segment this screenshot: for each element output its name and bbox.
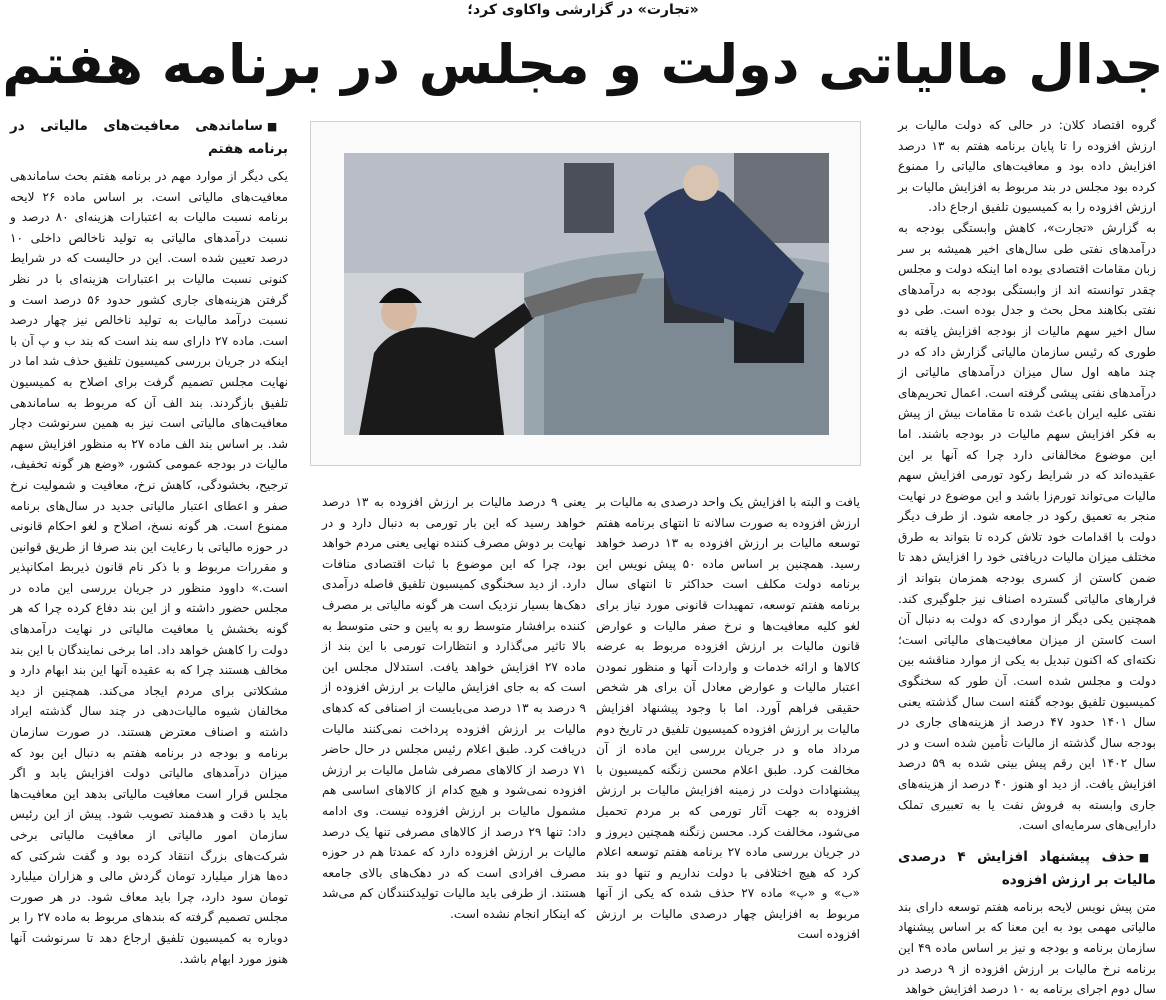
column-left bbox=[10, 115, 289, 966]
column-right bbox=[898, 115, 1157, 997]
paragraph: یافت و البته با افزایش یک واحد درصدی به مالیات بر ارزش افزوده به صورت سالانه تا انتهای برنامه هفتم توسعه مالیات بر ارزش افزوده به ۱۳ درصد خواهد رسید. همچنین بر اساس ماده ۵۰ پیش نویس این برنامه دولت مکلف است حداکثر تا انتهای سال برنامه هفتم توسعه، تمهیدات قانونی مورد نیاز برای لغو کلیه معافیت‌ها و نرخ صفر مالیات و عوارض قانون مالیات بر ارزش افزوده مربوط به عرضه کالاها و ارائه خدمات و واردات آنها و منظور نمودن اعتبار مالیات و عوارض معادل آن برای هر شخص حقیقی فراهم آورد. اما با وجود پیشنهاد افزایش مالیات بر ارزش افزوده کمیسیون تلفیق در تاریخ دوم مرداد ماه و در جریان بررسی این ماده از آن مخالفت کرد. طبق اعلام محسن زنگنه کمیسیون با پیشنهادات دولت در زمینه افزایش مالیات بر ارزش افزوده به جهت آثار تورمی که بر مردم تحمیل می‌شود، مخالفت کرد. محسن زنگنه همچنین دیروز و در جریان بررسی ماده ۲۷ برنامه هفتم توسعه اعلام کرد که هیچ اختلافی با دولت نداریم و تنها دو بند «ب» و «پ» ماده ۲۷ حذف شده که یکی از آنها مربوط به افزایش چهار درصدی مالیات بر ارزش افزوده است bbox=[596, 495, 861, 942]
paragraph: یکی دیگر از موارد مهم در برنامه هفتم بحث ساماندهی معافیت‌های مالیاتی است. بر اساس ماده ۲۶ لایحه برنامه نسبت مالیات به اعتبارات هزینه‌ای ۸۰ درصد و نسبت درآمدهای مالیاتی به تولید ناخالص داخلی ۱۰ درصد تعیین شده است. این در حالیست که در شرایط کنونی نسبت مالیات بر اعتبارات هزینه‌ای با در نظر گرفتن هزینه‌های جاری کشور حدود ۵۶ درصد است و نسبت درآمد مالیات به تولید ناخالص نیز چهار درصد است. ماده ۲۷ دارای سه بند است که بند ب و پ آن با اینکه در جریان بررسی کمیسیون تلفیق حذف شد اما در نهایت مجلس تصمیم گرفت برای اصلاح به کمیسیون تلفیق بازگردند. بند الف آن که مربوط به ساماندهی معافیت‌های مالیاتی است نیز به همین سرنوشت دچار شد. بر اساس بند الف ماده ۲۷ به منظور افزایش سهم مالیات در بودجه عمومی کشور، «وضع هر گونه تخفیف، ترجیح، بخشودگی، کاهش نرخ، معافیت و شمولیت نرخ صفر و اعطای اعتبار مالیاتی جدید در سال‌های برنامه ممنوع است. هر گونه نسخ، اصلاح و لغو احکام قانونی در حوزه مالیاتی با رعایت این بند صرفا از طریق قوانین و مقررات مربوط و با ذکر نام قانون ذیربط امکانپذیر است.» داوود منظور در جریان بررسی این ماده در مجلس حضور داشته و از این بند دفاع کرده چرا که هر گونه بخشش یا معافیت مالیاتی در نهایت درآمدهای دولت را کاهش خواهد داد. اما برخی نمایندگان با این بند مخالف هستند چرا که به عقیده آنها این بند ابهام دارد و مشکلاتی برای مردم ایجاد می‌کند. همچنین از دید مخالفان شیوه مالیات‌دهی در چند سال گذشته ایراد داشته و اصناف معترض هستند. در صورت سازمان برنامه و بودجه در برنامه هفتم به دنبال این بود که میزان درآمدهای مالیاتی دولت افزایش یابد و اگر مجلس قرار است معافیت مالیاتی بدهد این معافیت‌ها باید با دقت و هدفمند تصویب شود. پیش از این رئیس سازمان امور مالیاتی از معافیت مالیاتی برخی شرکت‌های بزرگ انتقاد کرده بود و گفت شرکتی که ده‌ها هزار میلیارد تومان گردش مالی و هزاران میلیارد تومان سود دارد، چرا باید معاف شود. در هر صورت مجلس تصمیم گرفته که بندهای مربوط به ماده ۲۷ را بر دوباره به کمیسیون تلفیق ارجاع دهد تا سرنوشت آنها هنوز مورد ابهام باشد. bbox=[10, 169, 289, 966]
news-photo bbox=[344, 153, 829, 435]
column-mid-right bbox=[596, 492, 861, 942]
subheading-text: حذف پیشنهاد افزایش ۴ درصدی مالیات بر ارزش افزوده bbox=[898, 848, 1156, 888]
paragraph: گروه اقتصاد کلان: در حالی که دولت مالیات بر ارزش افزوده را تا پایان برنامه هفتم به ۱۳ درصد افزایش داده بود و معافیت‌های مالیاتی را ممنوع کرده بود مجلس در بند مربوط به افزایش مالیات بر ارزش افزوده را به کمیسیون تلفیق ارجاع داد. bbox=[898, 118, 1157, 215]
subheading bbox=[898, 846, 1156, 891]
paragraph: یعنی ۹ درصد مالیات بر ارزش افزوده به ۱۳ درصد خواهد رسید که این بار تورمی به دنبال دارد و در نهایت بر دوش مصرف کننده نهایی یعنی مردم خواهد بود، چرا که این موضوع با ثبات اقتصادی منافات دارد. از دید سخنگوی کمیسیون تلفیق فاصله درآمدی دهک‌ها بسیار نزدیک است هر گونه مالیاتی بر مصرف کننده برافشار متوسط رو به پایین و حتی متوسط به بالا تاثیر می‌گذارد و انتظارات تورمی با این بند از ماده ۲۷ افزایش خواهد یافت. استدلال مجلس این است که به جای افزایش مالیات بر ارزش افزوده از ۹ درصد به ۱۳ درصد می‌بایست از اصنافی که کدهای مالیات بر ارزش افزوده پرداخت نمی‌کنند مالیات دریافت کرد. طبق اعلام رئیس مجلس در حال حاضر ۷۱ درصد از کالاهای مصرفی شامل مالیات بر ارزش افزوده نمی‌شود و هیچ کدام از کالاهای اساسی هم مشمول مالیات بر ارزش افزوده نیست. وی ادامه داد: تنها ۲۹ درصد از کالاهای مصرفی تنها یک درصد مالیات بر ارزش افزوده دارد که عمدتا هم در حوزه مصرف افرادی است که در دهک‌های بالای جامعه هستند. از طرفی باید مالیات تولیدکنندگان کم می‌شد که اینکار انجام نشده است. bbox=[322, 495, 587, 921]
subheading-text: ساماندهی معافیت‌های مالیاتی در برنامه هفتم bbox=[10, 118, 288, 157]
photo-illustration bbox=[344, 153, 829, 435]
kicker: «تجارت» در گزارشی واکاوی کرد؛ bbox=[467, 2, 699, 18]
subheading bbox=[10, 115, 288, 160]
square-bullet-icon: ■ bbox=[1138, 850, 1156, 864]
column-mid-left bbox=[322, 492, 587, 921]
paragraph: به گزارش «تجارت»، کاهش وابستگی بودجه به درآمدهای نفتی طی سال‌های اخیر همیشه بر سر زبان مقامات اقتصادی بوده اما اینکه دولت و مجلس چقدر توانسته اند از وابستگی بودجه به درآمدهای نفتی بکاهند محل بحث و جدل بوده است. طی دو سال اخیر سهم مالیات از بودجه افزایش یافته به طوری که رئیس سازمان مالیاتی گزارش داد که در چند ماهه اول سال میزان درآمدهای مالیاتی از درآمدهای نفتی پیشی گرفته است. اعمال تحریم‌های نفتی علیه ایران باعث شده تا مقامات بیش از پیش به فکر افزایش سهم مالیات در بودجه باشند. اما این موضوع مخالفانی دارد چرا که آنها بر این عقیده‌اند که در شرایط رکود تورمی افزایش سهم مالیات می‌تواند تورم‌زا باشد و این موضوع در نهایت منجر به تعمیق رکود در جامعه شود. از طرف دیگر دولت با اقدامات خود تلاش کرده تا بتواند به طرق مختلف میزان مالیات دریافتی خود را افزایش دهد تا ضمن کاستن از کسری بودجه همزمان بتواند از فرارهای مالیاتی گسترده اصناف نیز جلوگیری کند. همچنین یکی دیگر از مواردی که دولت به دنبال آن است کاستن از میزان معافیت‌های مالیاتی است؛ نکته‌ای که اکنون تبدیل به یکی از موارد مناقشه بین دولت و مجلس شده است. آن طور که سخنگوی کمیسیون تلفیق بودجه گفته است سال گذشته یعنی سال ۱۴۰۱ حدود ۴۷ درصد از هزینه‌های جاری در بودجه سال گذشته از مالیات تأمین شده است و در سال ۱۴۰۲ این رقم پیش بینی شده به ۵۹ درصد افزایش یافت. از دید او هنوز ۴۰ درصد از هزینه‌های جاری وابسته به فروش نفت یا به تعبیری تملک دارایی‌های سرمایه‌ای است. bbox=[898, 220, 1157, 833]
square-bullet-icon: ■ bbox=[266, 120, 288, 133]
paragraph: متن پیش نویس لایحه برنامه هفتم توسعه دارای بند مالیاتی مهمی بود به این معنا که بر اساس پیشنهاد سازمان برنامه و بودجه و نیز بر اساس ماده ۴۹ این برنامه نرخ مالیات بر ارزش افزوده از ۹ درصد در سال دوم اجرای برنامه به ۱۰ درصد افزایش خواهد bbox=[898, 899, 1157, 997]
headline: جدال مالیاتی دولت و مجلس در برنامه هفتم bbox=[2, 33, 1164, 96]
